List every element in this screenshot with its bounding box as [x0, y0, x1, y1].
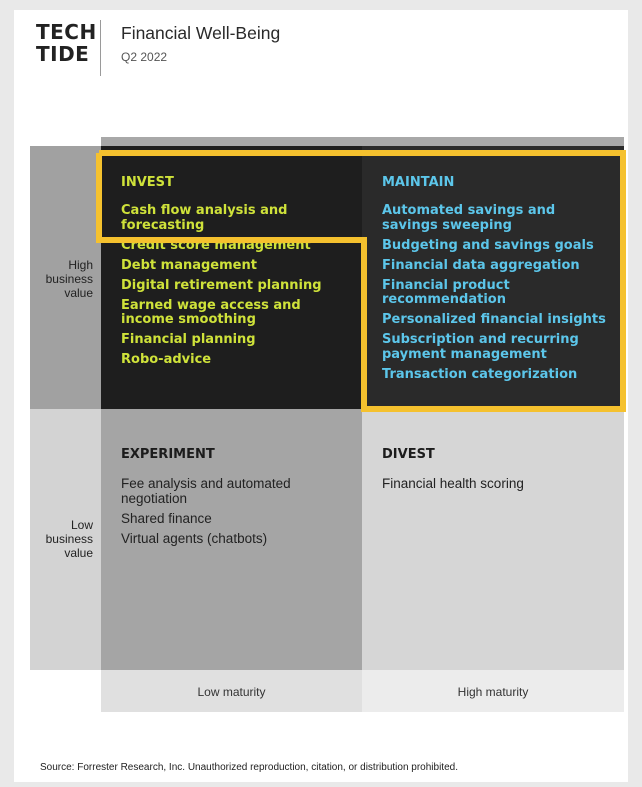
- list-item: Virtual agents (chatbots): [121, 531, 268, 546]
- quadrant-title-divest: DIVEST: [382, 447, 435, 462]
- brand-line-2: TIDE: [36, 42, 90, 66]
- quadrant-divest: [362, 409, 624, 670]
- quadrant-maintain: [362, 137, 624, 409]
- source-footnote: Source: Forrester Research, Inc. Unauthorized reproduction, citation, or distribution prohibited.: [40, 762, 458, 773]
- list-item: Subscription and recurring payment management: [382, 332, 579, 362]
- brand-line-1: TECH: [36, 20, 97, 44]
- list-item: Fee analysis and automated negotiation: [121, 476, 291, 506]
- invest-list: [121, 204, 350, 373]
- top-band: [101, 137, 624, 146]
- column-label-high: High maturity: [457, 685, 529, 699]
- list-item: Budgeting and savings goals: [382, 237, 594, 253]
- list-item: Financial data aggregation: [382, 257, 580, 273]
- list-item: Debt management: [121, 257, 257, 273]
- page: [14, 10, 628, 782]
- brand-logo: [36, 21, 96, 65]
- list-item: Financial product recommendation: [382, 277, 510, 307]
- list-item: Personalized financial insights: [382, 312, 606, 327]
- quadrant-title-maintain: MAINTAIN: [382, 175, 455, 190]
- page-subtitle: Q2 2022: [121, 50, 168, 64]
- list-item: Shared finance: [121, 511, 212, 526]
- list-item: Financial health scoring: [382, 476, 524, 491]
- row-label-high: High business value: [45, 258, 93, 300]
- column-label-low: Low maturity: [197, 685, 266, 699]
- quadrant-experiment: [101, 409, 362, 670]
- list-item: Earned wage access and income smoothing: [121, 297, 301, 327]
- list-item: Credit score management: [121, 237, 311, 253]
- column-high-maturity: [362, 670, 624, 712]
- list-item: Cash flow analysis and forecasting: [121, 203, 288, 233]
- row-high-value: [30, 146, 101, 409]
- page-title: Financial Well-Being: [121, 23, 281, 43]
- row-low-value: [30, 409, 101, 670]
- list-item: Financial planning: [121, 332, 256, 347]
- quadrant-invest: [101, 137, 362, 409]
- divest-list: [382, 476, 612, 496]
- row-label-low: Low business value: [45, 518, 93, 560]
- quadrant-title-invest: INVEST: [121, 175, 174, 190]
- list-item: Robo-advice: [121, 352, 212, 367]
- header-divider: [100, 20, 101, 76]
- column-low-maturity: [101, 670, 362, 712]
- list-item: Digital retirement planning: [121, 277, 322, 293]
- quadrant-title-experiment: EXPERIMENT: [121, 447, 215, 462]
- list-item: Automated savings and savings sweeping: [382, 203, 556, 233]
- experiment-list: [121, 476, 350, 551]
- list-item: Transaction categorization: [382, 366, 578, 382]
- maintain-list: [382, 204, 612, 388]
